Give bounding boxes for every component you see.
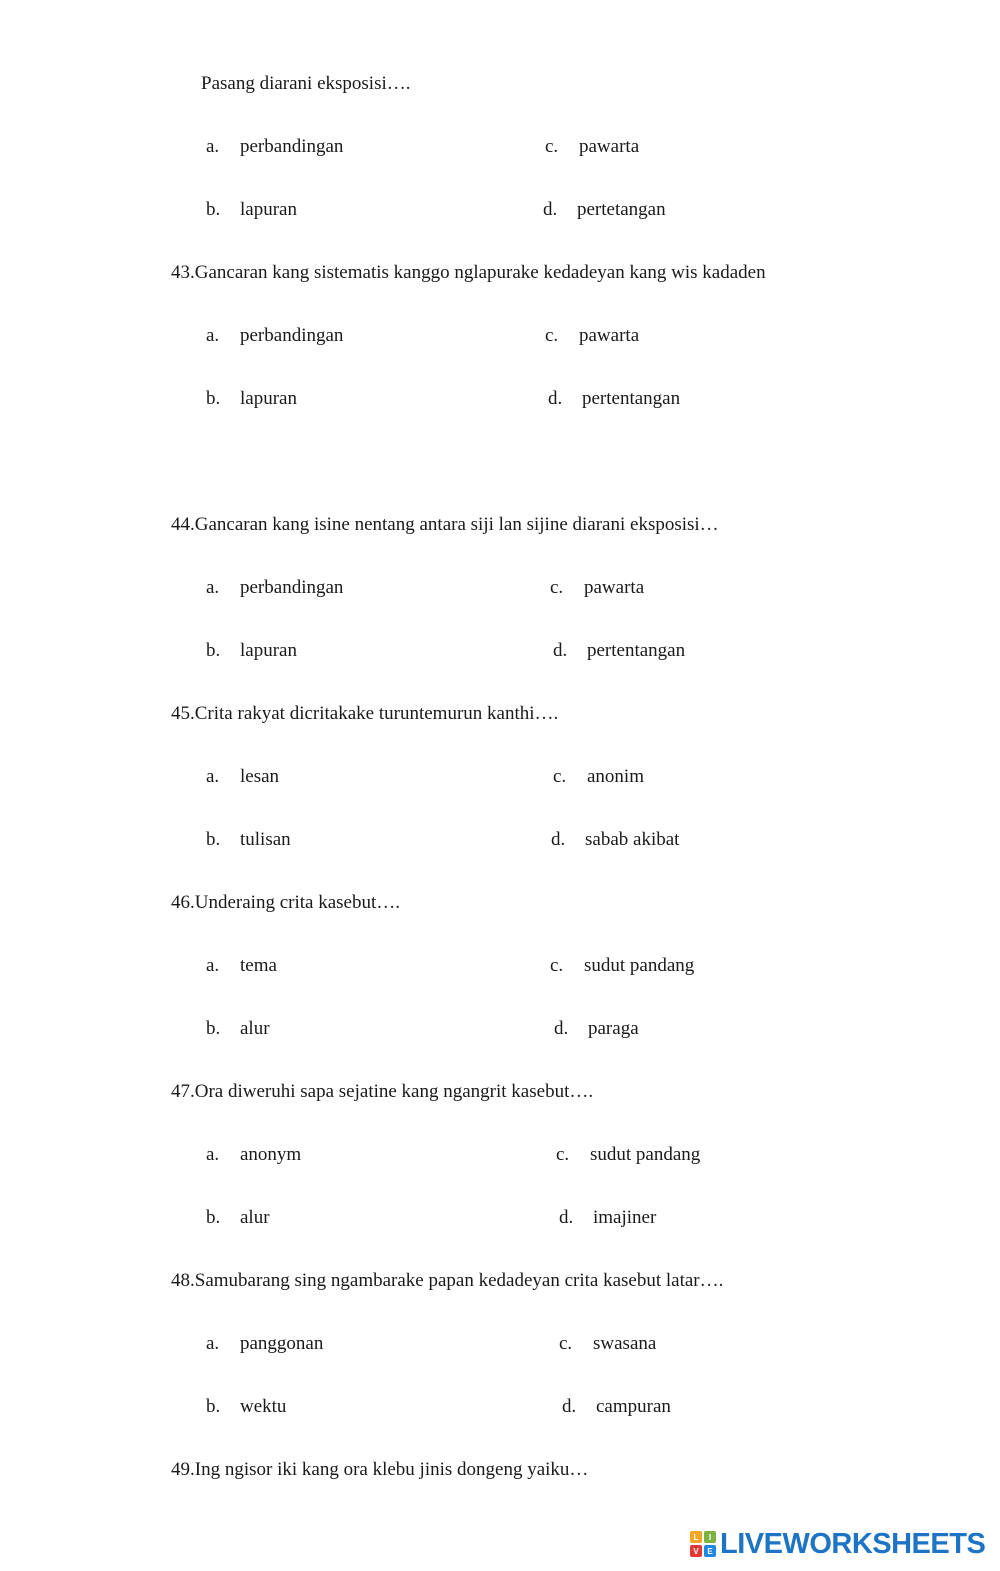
logo-tile: L xyxy=(690,1531,702,1543)
option-c xyxy=(545,325,639,347)
option-text: lapuran xyxy=(240,388,297,409)
option-letter: a. xyxy=(206,1333,220,1354)
option-letter: a. xyxy=(206,577,220,598)
option-letter: c. xyxy=(545,136,559,157)
option-letter: c. xyxy=(553,766,567,787)
option-text: pawarta xyxy=(579,325,640,346)
option-text: pertentangan xyxy=(587,640,686,661)
option-text: panggonan xyxy=(240,1333,324,1354)
option-b xyxy=(206,199,297,221)
option-b xyxy=(206,1396,286,1418)
option-text: anonim xyxy=(587,766,644,787)
option-letter: d. xyxy=(551,829,566,850)
option-d xyxy=(559,1207,656,1229)
logo-tile: V xyxy=(690,1545,702,1557)
option-a xyxy=(206,1333,323,1355)
option-d xyxy=(553,640,685,662)
option-letter: c. xyxy=(559,1333,573,1354)
option-d xyxy=(551,829,679,851)
option-letter: a. xyxy=(206,955,220,976)
option-c xyxy=(545,136,639,158)
option-a xyxy=(206,955,277,977)
option-text: perbandingan xyxy=(240,136,344,157)
option-a xyxy=(206,136,343,158)
option-d xyxy=(548,388,680,410)
option-letter: b. xyxy=(206,640,221,661)
option-letter: b. xyxy=(206,1018,221,1039)
option-letter: b. xyxy=(206,199,221,220)
option-letter: b. xyxy=(206,1207,221,1228)
option-text: tulisan xyxy=(240,829,291,850)
option-text: sudut pandang xyxy=(584,955,695,976)
option-c xyxy=(550,577,644,599)
option-text: alur xyxy=(240,1018,270,1039)
option-b xyxy=(206,388,297,410)
option-letter: d. xyxy=(553,640,568,661)
option-b xyxy=(206,640,297,662)
question-46: 46.Underaing crita kasebut…. xyxy=(171,892,400,913)
option-letter: c. xyxy=(545,325,559,346)
option-text: alur xyxy=(240,1207,270,1228)
question-49: 49.Ing ngisor iki kang ora klebu jinis dongeng yaiku… xyxy=(171,1459,589,1480)
option-letter: c. xyxy=(550,577,564,598)
logo-tile: I xyxy=(704,1531,716,1543)
logo-tile: E xyxy=(704,1545,716,1557)
option-text: paraga xyxy=(588,1018,639,1039)
option-text: lapuran xyxy=(240,640,297,661)
option-text: pertetangan xyxy=(577,199,666,220)
option-text: anonym xyxy=(240,1144,302,1165)
option-letter: d. xyxy=(543,199,558,220)
option-letter: d. xyxy=(559,1207,574,1228)
liveworksheets-logo xyxy=(690,1527,985,1561)
option-letter: b. xyxy=(206,1396,221,1417)
option-d xyxy=(562,1396,671,1418)
option-text: pawarta xyxy=(579,136,640,157)
option-letter: b. xyxy=(206,829,221,850)
option-c xyxy=(550,955,694,977)
question-44: 44.Gancaran kang isine nentang antara siji lan sijine diarani eksposisi… xyxy=(171,514,719,535)
question-48: 48.Samubarang sing ngambarake papan kedadeyan crita kasebut latar…. xyxy=(171,1270,724,1291)
option-text: tema xyxy=(240,955,277,976)
option-text: sudut pandang xyxy=(590,1144,701,1165)
option-text: campuran xyxy=(596,1396,671,1417)
option-a xyxy=(206,1144,301,1166)
option-letter: d. xyxy=(562,1396,577,1417)
option-letter: d. xyxy=(548,388,563,409)
question-47: 47.Ora diweruhi sapa sejatine kang ngangrit kasebut…. xyxy=(171,1081,594,1102)
question-intro: Pasang diarani eksposisi…. xyxy=(201,73,411,94)
option-letter: a. xyxy=(206,325,220,346)
option-letter: d. xyxy=(554,1018,569,1039)
option-text: pawarta xyxy=(584,577,645,598)
option-letter: a. xyxy=(206,766,220,787)
option-b xyxy=(206,1207,270,1229)
option-text: perbandingan xyxy=(240,325,344,346)
logo-text: LIVEWORKSHEETS xyxy=(720,1527,986,1560)
option-text: pertentangan xyxy=(582,388,681,409)
option-c xyxy=(559,1333,656,1355)
liveworksheets-logo-icon xyxy=(690,1531,716,1557)
option-text: lapuran xyxy=(240,199,297,220)
option-b xyxy=(206,829,291,851)
option-text: imajiner xyxy=(593,1207,657,1228)
option-text: perbandingan xyxy=(240,577,344,598)
option-letter: c. xyxy=(550,955,564,976)
question-43: 43.Gancaran kang sistematis kanggo nglapurake kedadeyan kang wis kadaden xyxy=(171,262,766,283)
option-d xyxy=(554,1018,639,1040)
option-text: wektu xyxy=(240,1396,287,1417)
option-a xyxy=(206,325,343,347)
option-text: swasana xyxy=(593,1333,657,1354)
option-b xyxy=(206,1018,270,1040)
option-letter: a. xyxy=(206,136,220,157)
question-45: 45.Crita rakyat dicritakake turuntemurun kanthi…. xyxy=(171,703,559,724)
option-text: sabab akibat xyxy=(585,829,680,850)
option-c xyxy=(556,1144,700,1166)
option-c xyxy=(553,766,644,788)
option-letter: b. xyxy=(206,388,221,409)
option-a xyxy=(206,766,279,788)
option-d xyxy=(543,199,666,221)
option-a xyxy=(206,577,343,599)
option-letter: a. xyxy=(206,1144,220,1165)
option-text: lesan xyxy=(240,766,280,787)
option-letter: c. xyxy=(556,1144,570,1165)
